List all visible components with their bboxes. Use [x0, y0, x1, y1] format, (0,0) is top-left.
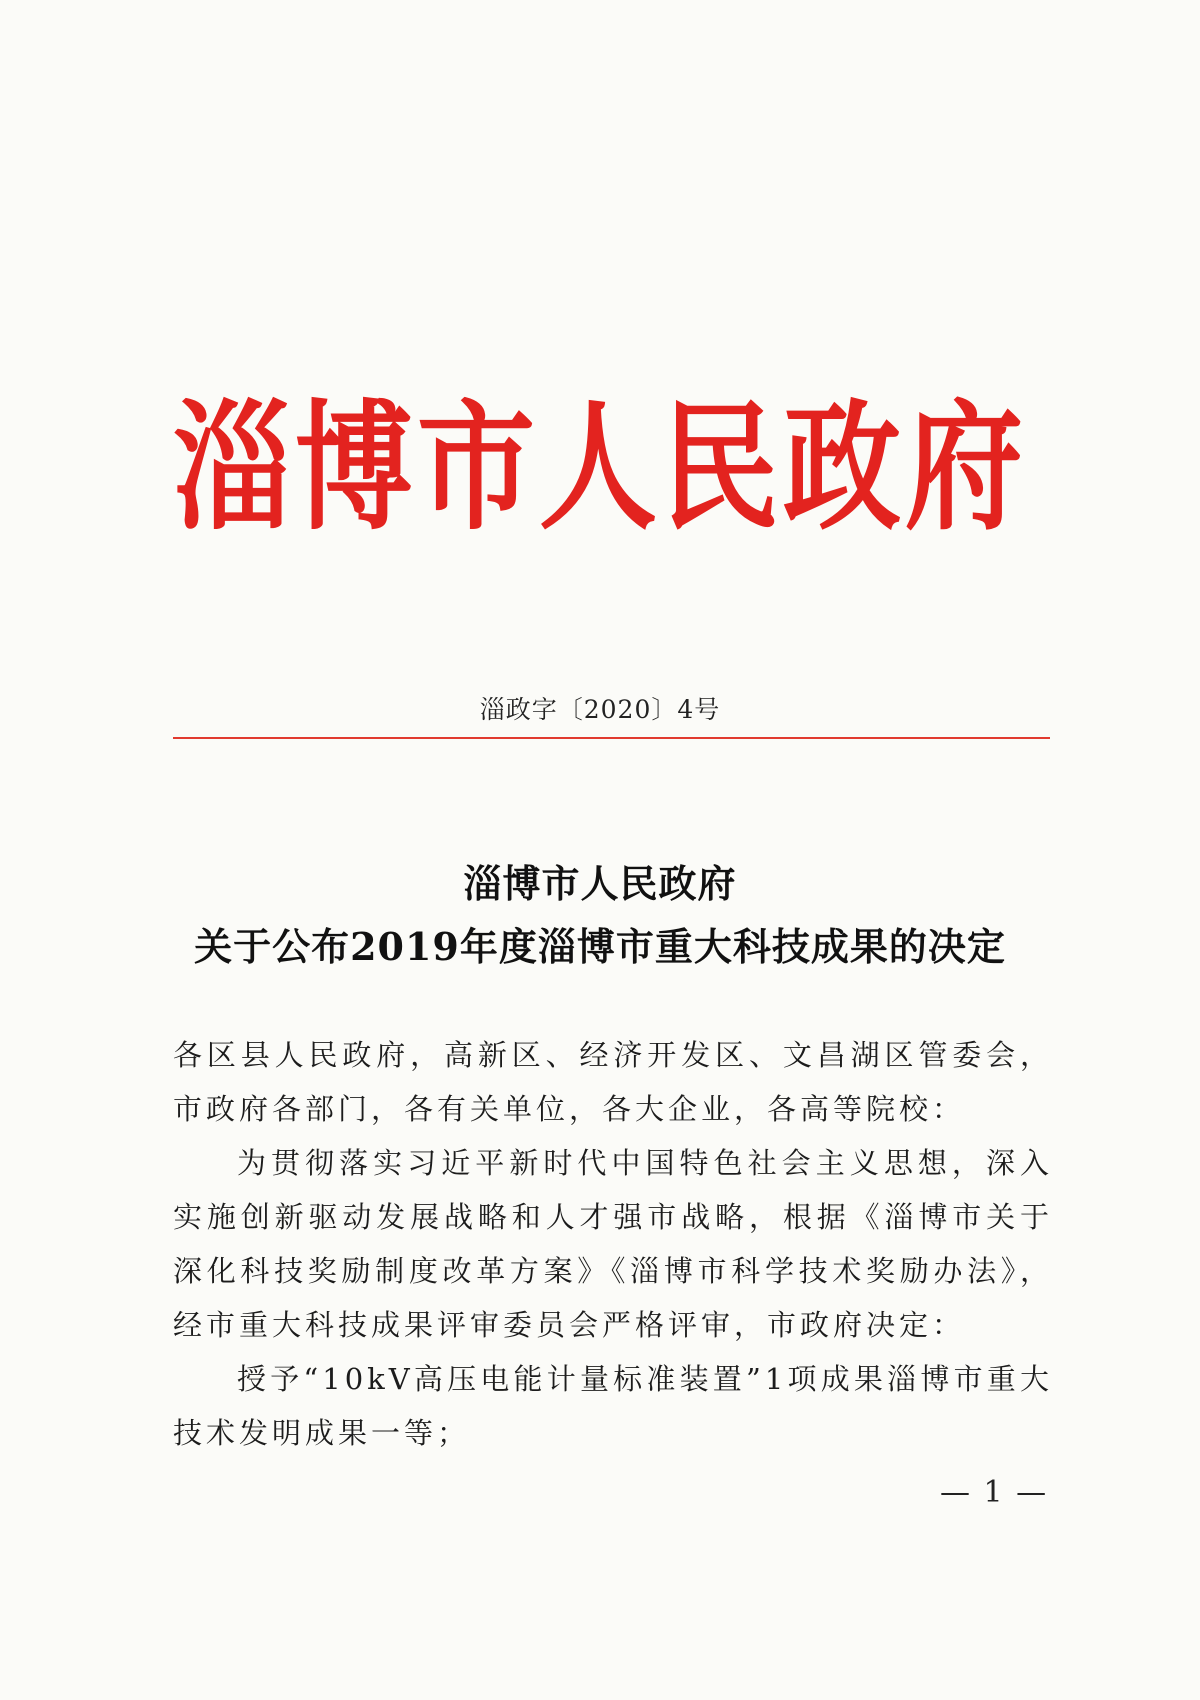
document-title-line-2: 关于公布2019年度淄博市重大科技成果的决定	[194, 924, 1006, 969]
recipients-paragraph: 各区县人民政府，高新区、经济开发区、文昌湖区管委会，市政府各部门，各有关单位，各大企业，各高等院校：	[173, 1038, 1053, 1126]
body-paragraph-1: 为贯彻落实习近平新时代中国特色社会主义思想，深入实施创新驱动发展战略和人才强市战略，根据《淄博市关于深化科技奖励制度改革方案》《淄博市科学技术奖励办法》，经市重大科技成果评审委员会严格评审，市政府决定：	[173, 1146, 1053, 1342]
red-divider-line	[173, 737, 1050, 739]
document-title-line-1: 淄博市人民政府	[463, 861, 737, 906]
letterhead-issuer: 淄博市人民政府	[172, 385, 1027, 550]
body-paragraph-2: 授予“10kV高压电能计量标准装置”1项成果淄博市重大技术发明成果一等；	[173, 1362, 1053, 1450]
document-body	[173, 1028, 1053, 1460]
page-number: — 1 —	[940, 1475, 1049, 1510]
document-number: 淄政字〔2020〕4号	[479, 695, 721, 724]
